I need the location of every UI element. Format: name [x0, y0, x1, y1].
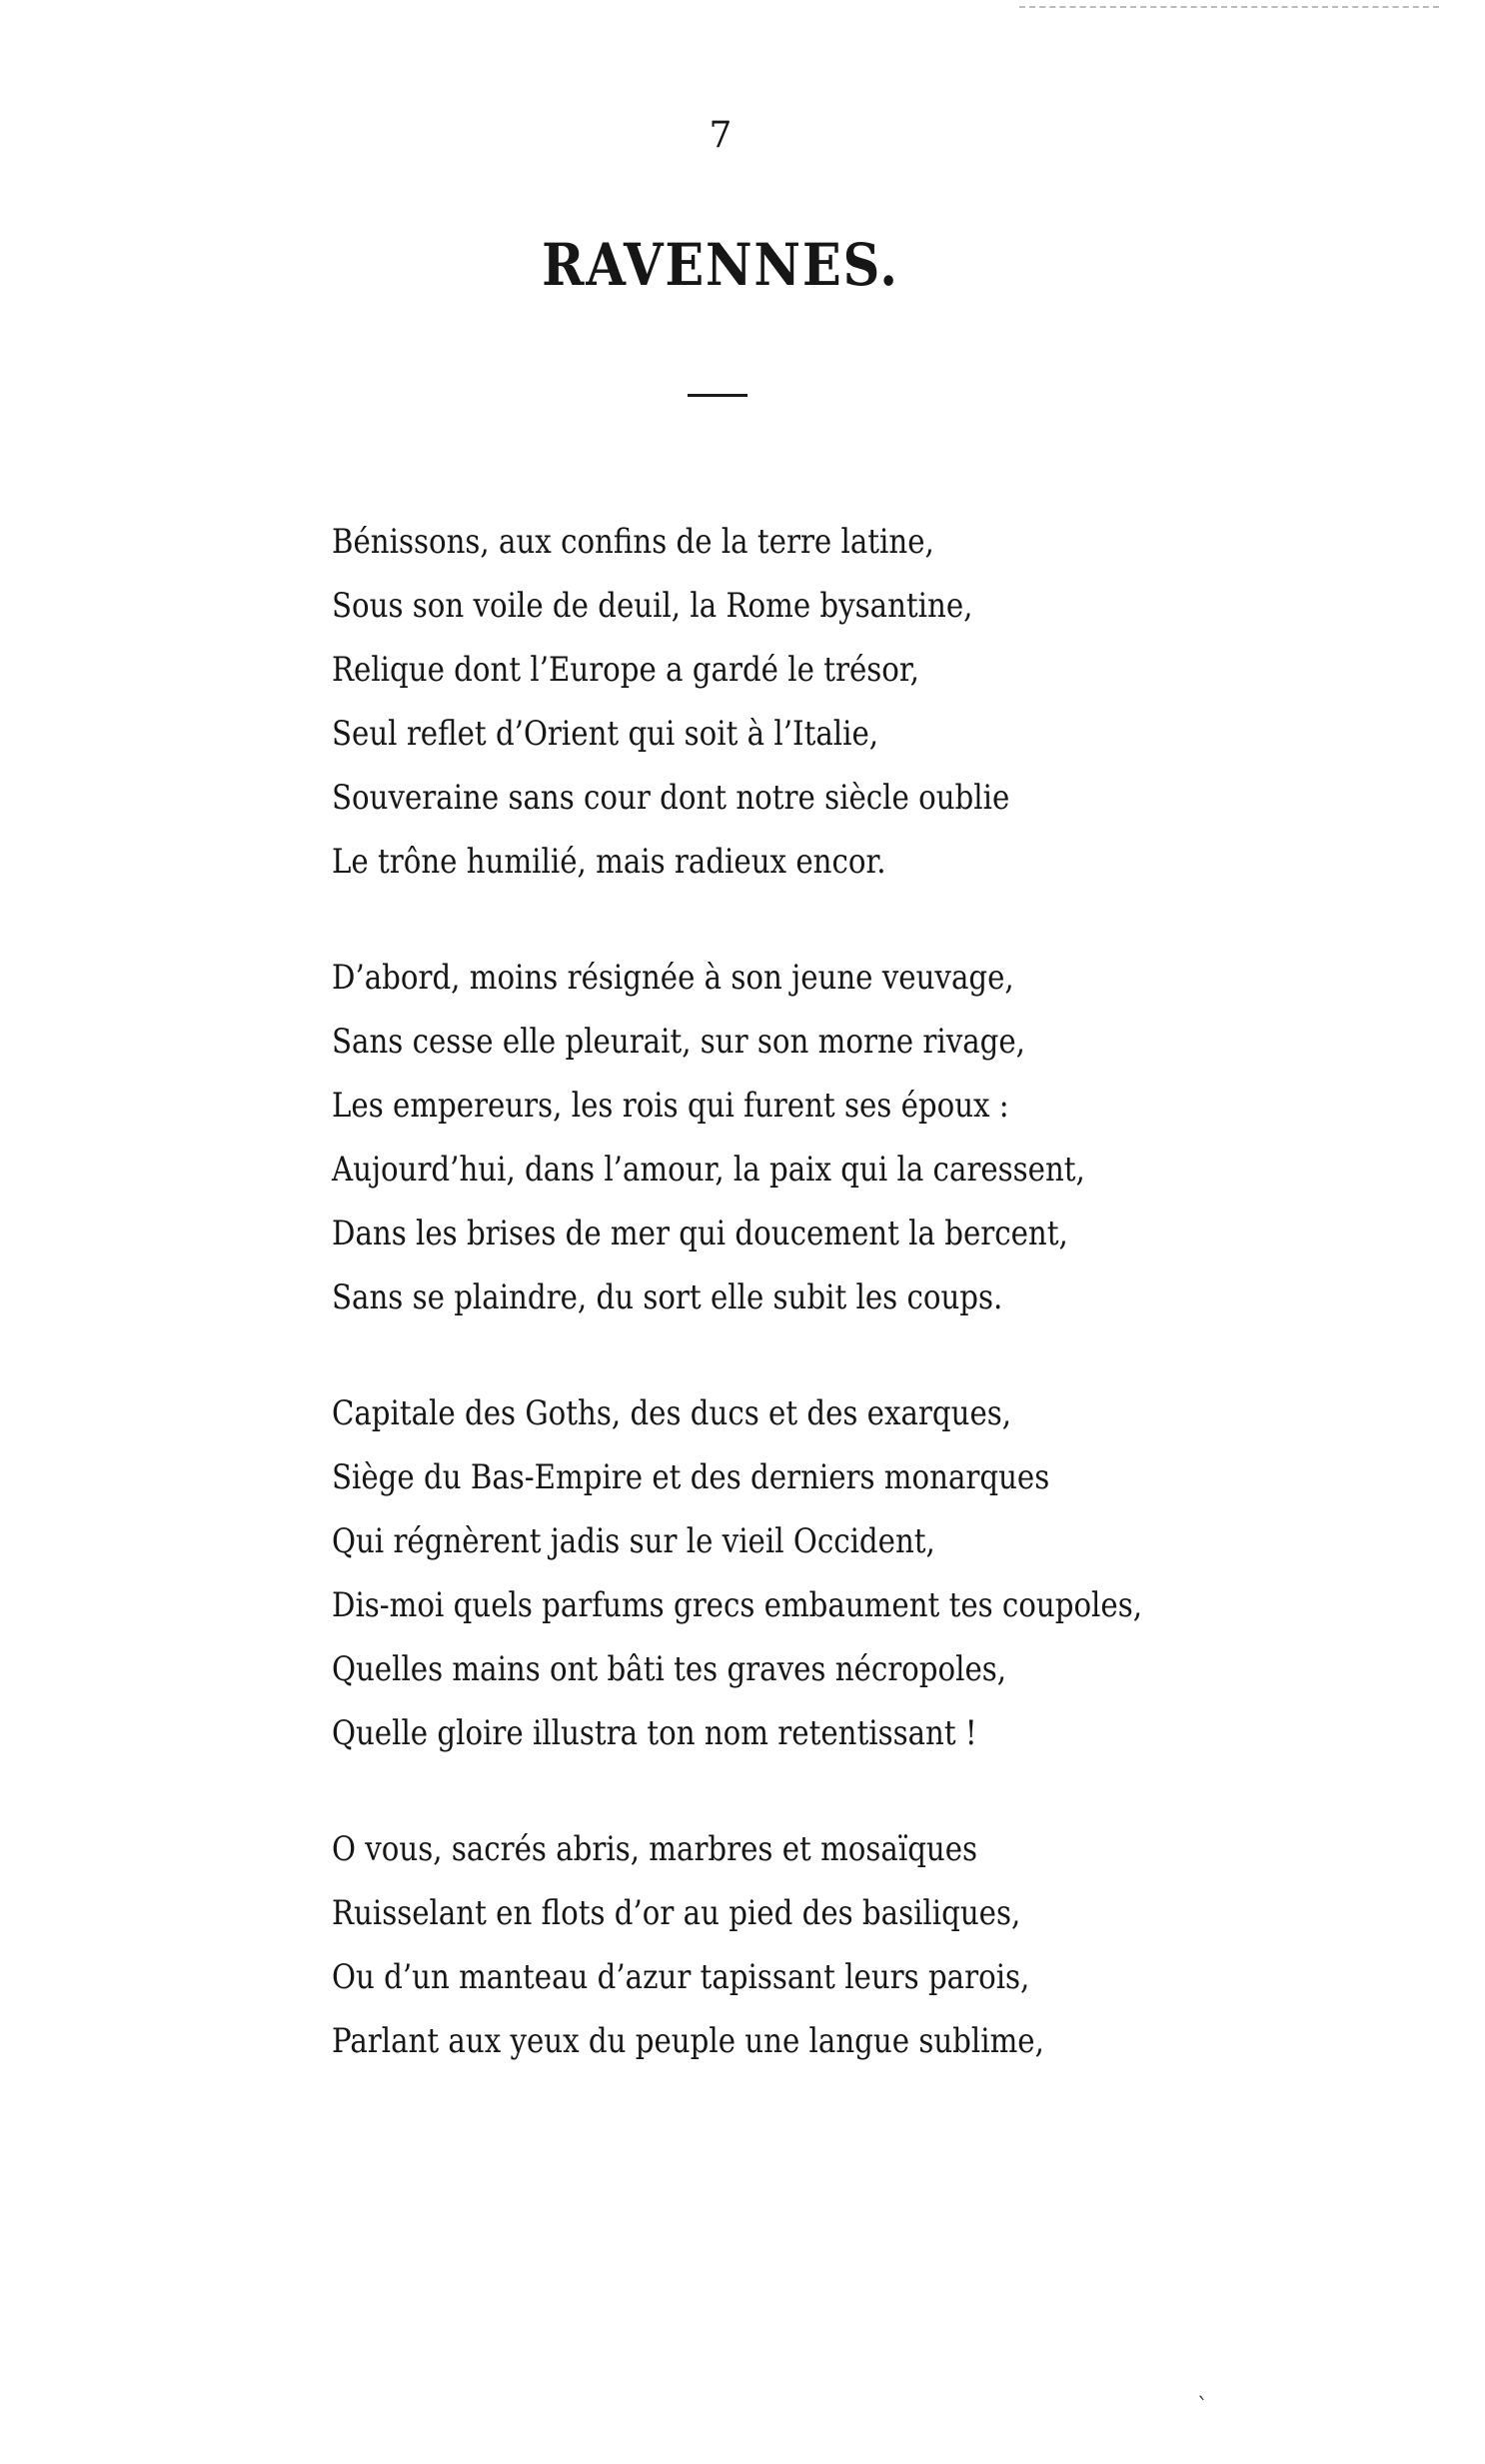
verse-line: D’abord, moins résignée à son jeune veuvage,	[332, 958, 1014, 998]
verse-line: Aujourd’hui, dans l’amour, la paix qui la caressent,	[332, 1150, 1085, 1190]
verse-line: Quelles mains ont bâti tes graves nécropoles,	[332, 1649, 1007, 1689]
verse-line: Siège du Bas-Empire et des derniers monarques	[332, 1457, 1050, 1497]
verse-line: Le trône humilié, mais radieux encor.	[332, 842, 886, 882]
verse-line: Souveraine sans cour dont notre siècle oublie	[332, 778, 1010, 818]
verse-line: Les empereurs, les rois qui furent ses époux :	[332, 1086, 1009, 1126]
page-number: 7	[709, 115, 733, 156]
verse-line: Ruisselant en flots d’or au pied des basiliques,	[332, 1893, 1021, 1933]
verse-line: Seul reflet d’Orient qui soit à l’Italie,	[332, 714, 879, 754]
verse-line: Ou d’un manteau d’azur tapissant leurs parois,	[332, 1957, 1030, 1997]
verse-line: Sans se plaindre, du sort elle subit les coups.	[332, 1277, 1003, 1317]
ink-speck: `	[1197, 2395, 1208, 2420]
verse-line: Capitale des Goths, des ducs et des exarques,	[332, 1393, 1012, 1433]
scan-edge-marks	[1019, 6, 1439, 10]
verse-line: Dis-moi quels parfums grecs embaument tes coupoles,	[332, 1585, 1143, 1625]
verse-line: Parlant aux yeux du peuple une langue sublime,	[332, 2021, 1044, 2061]
verse-line: Sous son voile de deuil, la Rome bysantine,	[332, 586, 973, 626]
verse-line: Qui régnèrent jadis sur le vieil Occident,	[332, 1521, 935, 1561]
poem-body	[332, 510, 1231, 2125]
stanza-2	[332, 946, 1231, 1329]
poem-title: RAVENNES.	[542, 231, 899, 299]
verse-line: Sans cesse elle pleurait, sur son morne rivage,	[332, 1022, 1025, 1062]
stanza-4	[332, 1817, 1231, 2073]
verse-line: Bénissons, aux confins de la terre latine,	[332, 522, 934, 562]
stanza-3	[332, 1381, 1231, 1765]
verse-line: O vous, sacrés abris, marbres et mosaïques	[332, 1829, 978, 1869]
stanza-1	[332, 510, 1231, 894]
verse-line: Relique dont l’Europe a gardé le trésor,	[332, 650, 919, 690]
verse-line: Quelle gloire illustra ton nom retentissant !	[332, 1713, 977, 1753]
title-divider	[688, 394, 747, 397]
verse-line: Dans les brises de mer qui doucement la bercent,	[332, 1214, 1068, 1253]
